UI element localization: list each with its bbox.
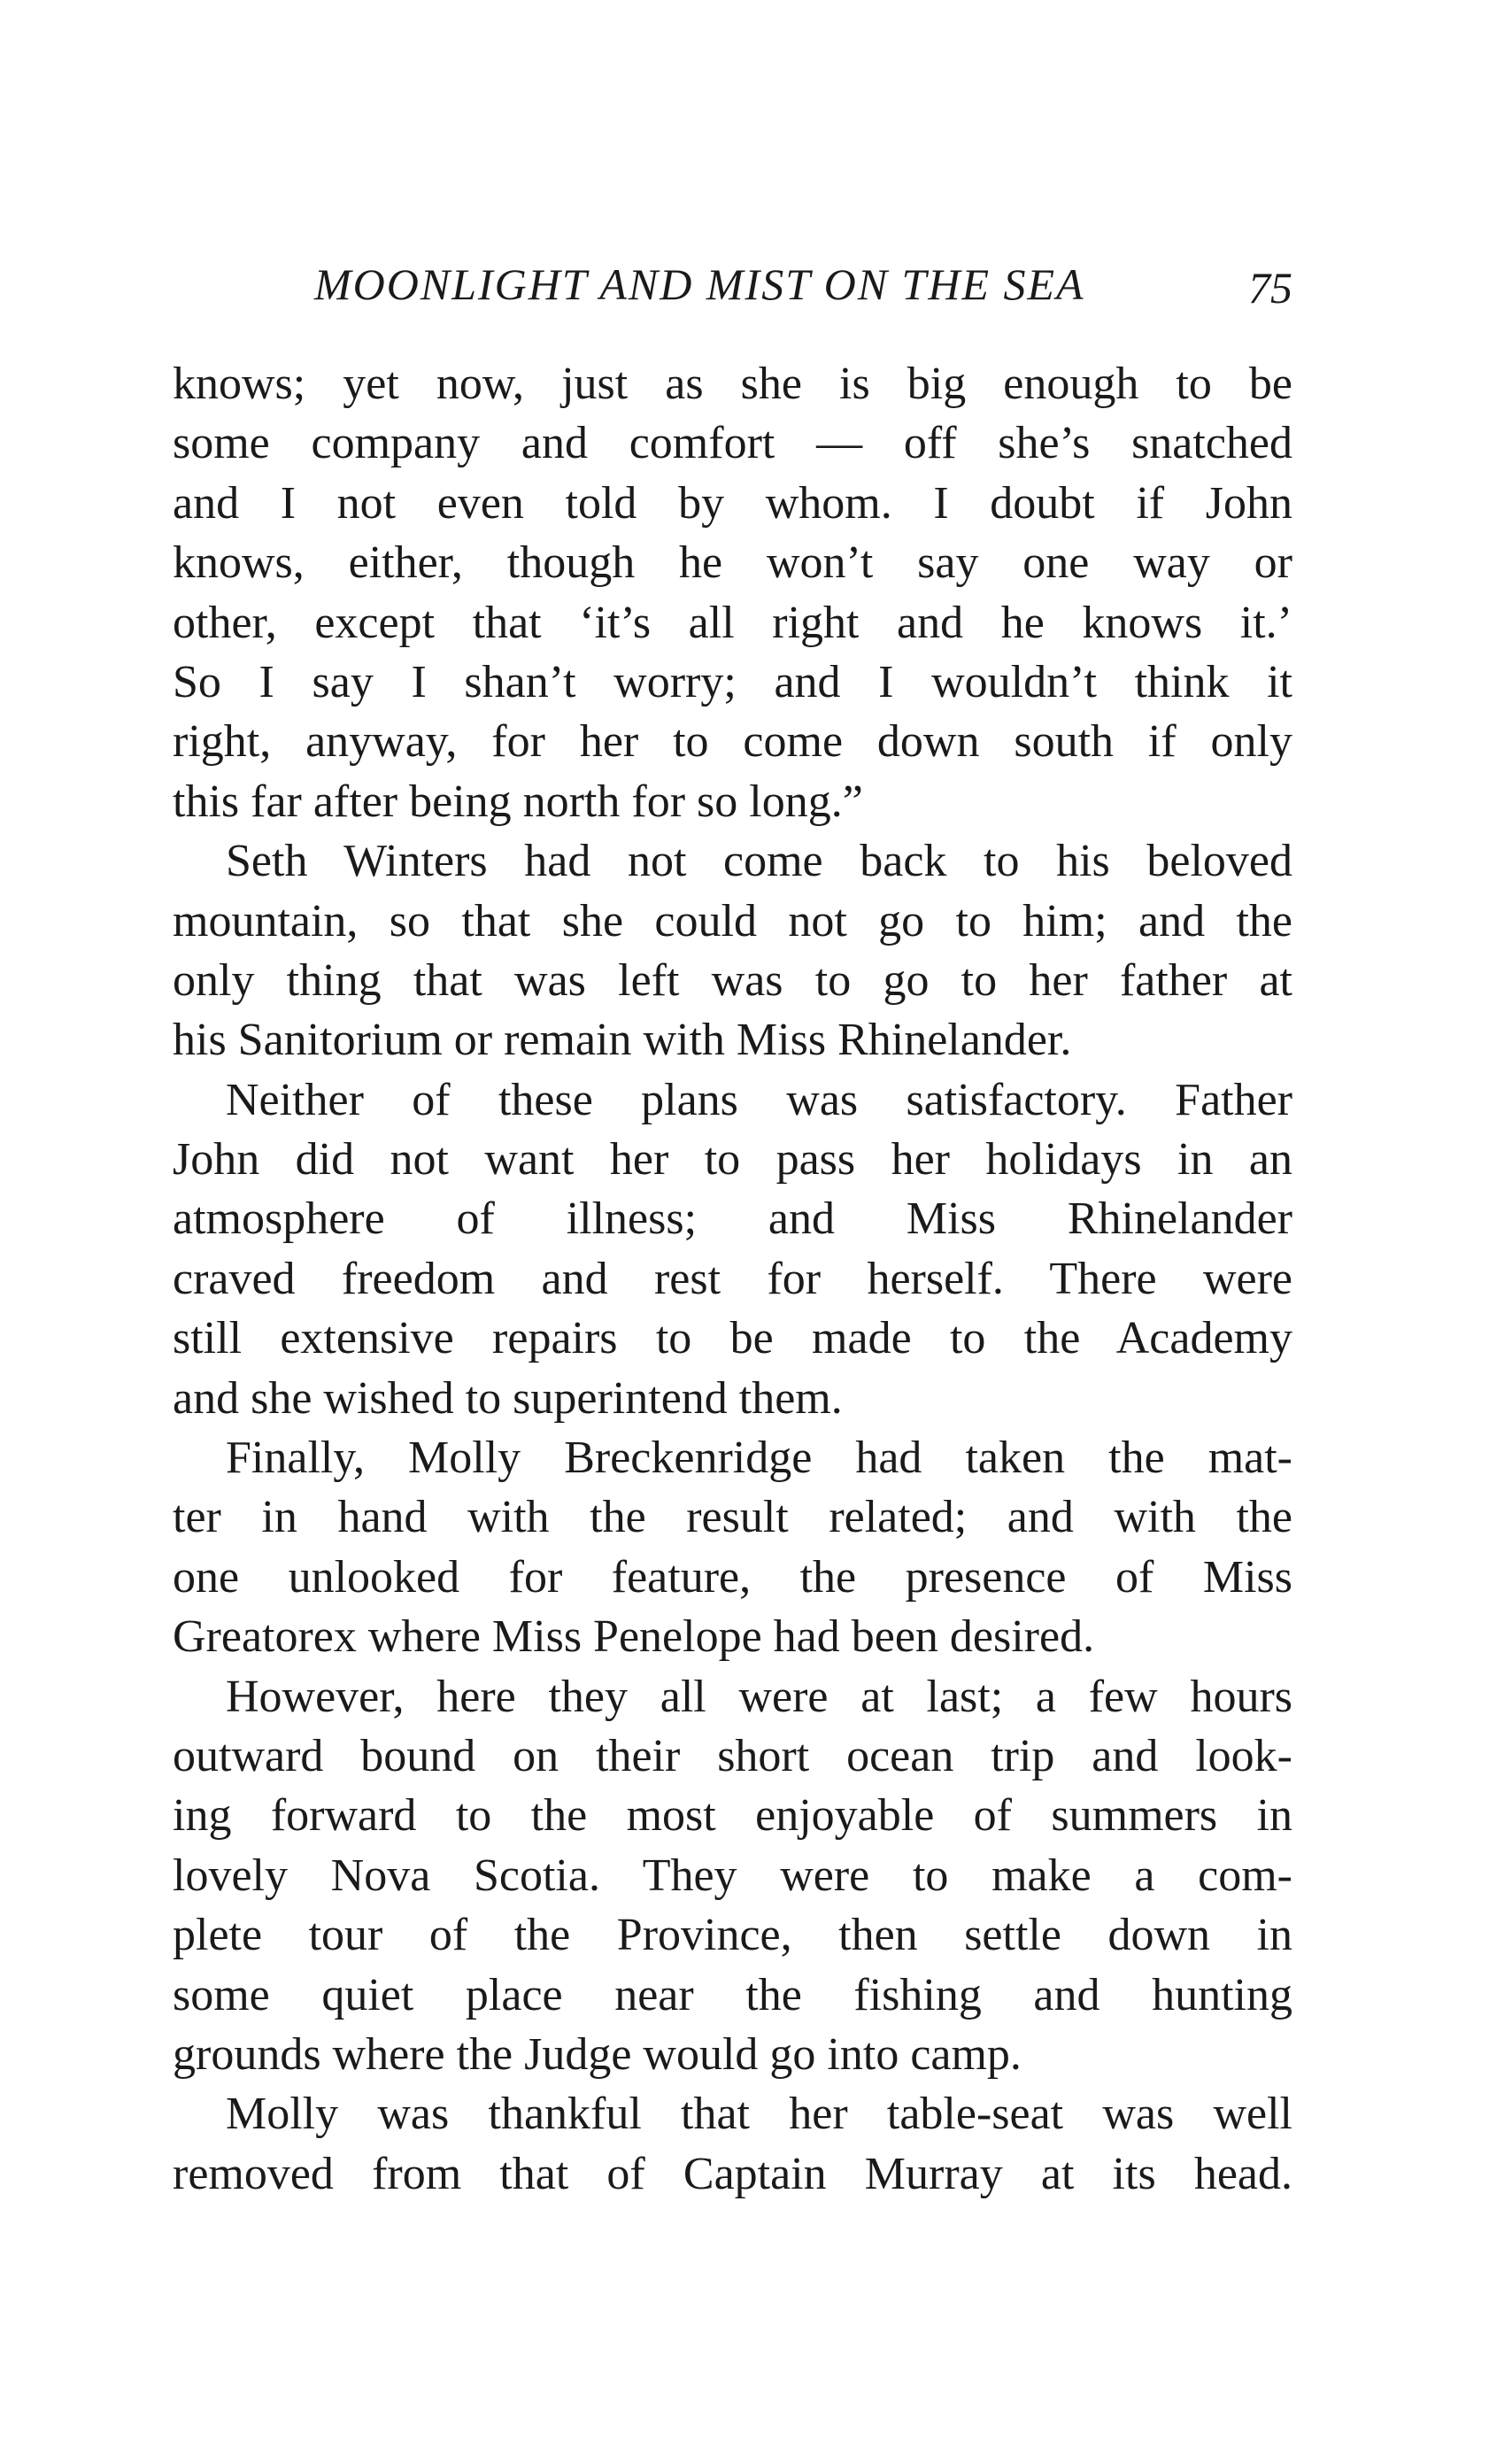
text-line: mountain, so that she could not go to him; and the	[173, 895, 1292, 946]
text-line: plete tour of the Province, then settle down in	[173, 1910, 1292, 1961]
text-line: atmosphere of illness; and Miss Rhinelander	[173, 1193, 1292, 1245]
text-line: ter in hand with the result related; and with the	[173, 1492, 1292, 1543]
running-head	[173, 259, 1292, 321]
text-line: knows, either, though he won’t say one way or	[173, 537, 1292, 589]
text-line: only thing that was left was to go to her father at	[173, 954, 1292, 1006]
running-title: MOONLIGHT AND MIST ON THE SEA	[314, 259, 1085, 309]
text-line: However, here they all were at last; a few hours	[226, 1671, 1292, 1722]
text-line: right, anyway, for her to come down south if only	[173, 716, 1292, 768]
text-line: So I say I shan’t worry; and I wouldn’t think it	[173, 656, 1292, 707]
text-line: Greatorex where Miss Penelope had been desired.	[173, 1611, 1095, 1663]
text-line: one unlooked for feature, the presence of Miss	[173, 1551, 1292, 1603]
text-line: craved freedom and rest for herself. There were	[173, 1253, 1292, 1304]
text-line: his Sanitorium or remain with Miss Rhinelander.	[173, 1015, 1072, 1066]
text-line: still extensive repairs to be made to the Academy	[173, 1313, 1292, 1364]
page-number: 75	[1248, 263, 1292, 313]
body-text	[173, 354, 1292, 2204]
text-line: some company and comfort — off she’s snatched	[173, 418, 1292, 469]
text-line: other, except that ‘it’s all right and he knows it.’	[173, 597, 1292, 648]
text-line: some quiet place near the fishing and hunting	[173, 1969, 1292, 2020]
text-line: Molly was thankful that her table-seat was well	[226, 2089, 1292, 2140]
text-line: and I not even told by whom. I doubt if John	[173, 477, 1292, 529]
text-line: Finally, Molly Breckenridge had taken the mat-	[226, 1433, 1292, 1484]
text-line: lovely Nova Scotia. They were to make a com-	[173, 1850, 1292, 1901]
text-line: this far after being north for so long.”	[173, 776, 863, 827]
text-line: and she wished to superintend them.	[173, 1372, 843, 1424]
text-line: grounds where the Judge would go into camp.	[173, 2028, 1022, 2080]
text-line: ing forward to the most enjoyable of summers in	[173, 1790, 1292, 1842]
text-line: Seth Winters had not come back to his beloved	[226, 836, 1292, 887]
text-line: knows; yet now, just as she is big enough to be	[173, 359, 1292, 409]
text-line: removed from that of Captain Murray at its head.	[173, 2148, 1292, 2199]
text-line: Neither of these plans was satisfactory. Father	[226, 1074, 1292, 1125]
text-line: John did not want her to pass her holidays in an	[173, 1134, 1292, 1186]
text-line: outward bound on their short ocean trip and look-	[173, 1730, 1292, 1781]
